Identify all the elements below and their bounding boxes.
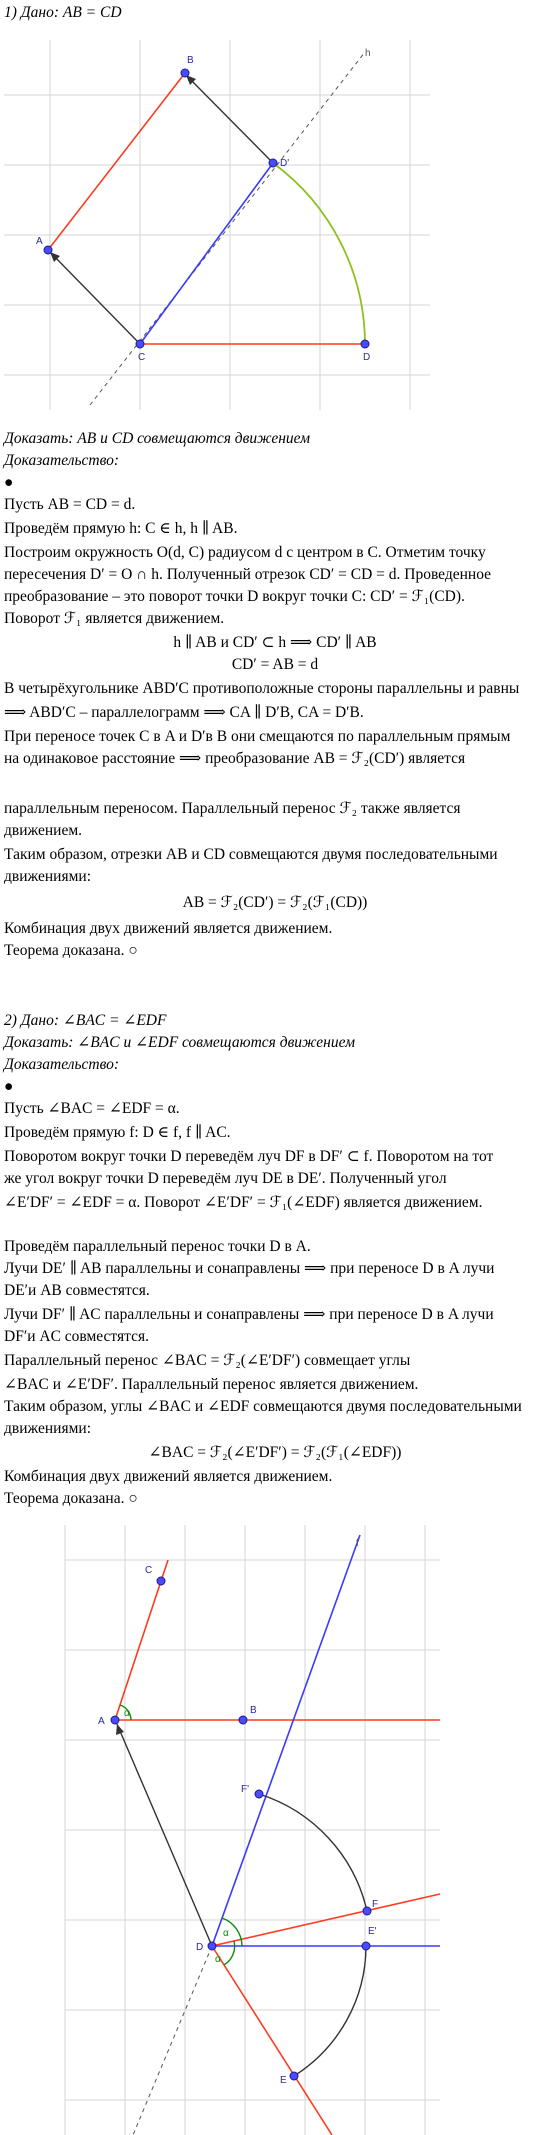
label-d-2: D	[196, 1942, 204, 1953]
p2-line-15: ∠BAC и ∠E′DF′. Параллельный перенос является движением.	[4, 1376, 419, 1393]
grid-2	[65, 1525, 440, 2135]
p1-line-12: ⟹ ABD′C – параллелограмм ⟹ CA ∥ D′B, CA = D′B.	[4, 704, 364, 721]
segment-cd-prime	[140, 163, 273, 344]
p2-line-16: Таким образом, углы ∠BAC и ∠EDF совмещаются двумя последовательными	[4, 1398, 522, 1415]
p2-line-7: же угол вокруг точки D переведём луч DE в DE′. Полученный угол	[4, 1170, 447, 1187]
point-a-2	[111, 1716, 119, 1724]
p2-line-8: ∠E′DF′ = ∠EDF = α. Поворот ∠E′DF′ = ℱ₁(∠EDF) является движением.	[4, 1194, 483, 1211]
label-f-line: f	[356, 1538, 359, 1549]
label-d-prime: D'	[280, 158, 290, 169]
p1-line-18: движениями:	[4, 868, 92, 885]
given-1: 1) Дано: AB = CD	[4, 4, 122, 21]
point-d	[361, 340, 369, 348]
point-d-prime	[269, 159, 277, 167]
point-c-2	[157, 1577, 165, 1585]
label-a: A	[36, 236, 43, 247]
p2-line-12: Лучи DF′ ∥ AC параллельны и сонаправлены ⟹ при переносе D в A лучи	[4, 1306, 494, 1323]
p2-line-4: Пусть ∠BAC = ∠EDF = α.	[4, 1100, 180, 1117]
p1-line-15: параллельным переносом. Параллельный перенос ℱ₂ также является	[4, 800, 461, 817]
p1-line-8: Поворот ℱ₁ является движением.	[4, 610, 225, 627]
p2-bullet: ●	[4, 1078, 14, 1095]
label-b: B	[187, 55, 194, 66]
p2-line-2: Доказательство:	[4, 1056, 120, 1073]
p1-line-4: Проведём прямую h: C ∈ h, h ∥ AB.	[4, 520, 238, 537]
point-b-2	[239, 1716, 247, 1724]
ray-de	[212, 1946, 332, 2135]
point-b	[181, 69, 189, 77]
p1-line-17: Таким образом, отрезки AB и CD совмещаются двумя последовательными	[4, 846, 498, 863]
p1-line-6: пересечения D′ = O ∩ h. Полученный отрезок CD′ = CD = d. Проведенное	[4, 566, 492, 583]
p2-line-10: Лучи DE′ ∥ AB параллельны и сонаправлены ⟹ при переносе D в A лучи	[4, 1260, 495, 1277]
p1-line-20: Комбинация двух движений является движением.	[4, 920, 333, 937]
vector-d-to-a	[117, 1724, 212, 1946]
given-2: 2) Дано: ∠BAC = ∠EDF	[4, 1012, 167, 1029]
p2-line-9: Проведём параллельный перенос точки D в A.	[4, 1238, 311, 1255]
p1-line-7: преобразование – это поворот точки D вокруг точки C: CD′ = ℱ₁(CD).	[4, 588, 465, 605]
rotation-arc-f	[259, 1794, 367, 1911]
p2-line-18: ∠BAC = ℱ₂(∠E′DF′) = ℱ₂(ℱ₁(∠EDF))	[148, 1444, 402, 1461]
label-a-2: A	[98, 1716, 105, 1727]
angle-arc-edf	[224, 1941, 235, 1965]
p2-line-17: движениями:	[4, 1420, 92, 1437]
p1-line-5: Построим окружность O(d, C) радиусом d с центром в C. Отметим точку	[4, 544, 486, 561]
point-e-prime	[362, 1942, 370, 1950]
p1-line-16: движением.	[4, 822, 83, 839]
line-f-dashed	[133, 1946, 212, 2135]
p1-line-13: При переносе точек C в A и D′в B они смещаются по параллельным прямым	[4, 728, 511, 745]
point-f-prime	[255, 1790, 263, 1798]
p2-line-14: Параллельный перенос ∠BAC = ℱ₂(∠E′DF′) совмещает углы	[4, 1352, 411, 1369]
label-c: C	[138, 352, 146, 363]
arrowhead-a-2	[116, 1724, 124, 1735]
p2-line-19: Комбинация двух движений является движением.	[4, 1468, 333, 1485]
label-alpha-e1df1: α	[223, 1928, 229, 1939]
p1-line-10: CD′ = AB = d	[231, 656, 319, 673]
p1-bullet: ●	[4, 474, 14, 491]
p1-line-3: Пусть AB = CD = d.	[4, 496, 136, 513]
vector-c-to-a	[50, 252, 140, 344]
p2-line-1: Доказать: ∠BAC и ∠EDF совмещаются движением	[4, 1034, 355, 1051]
p1-line-1: Доказательство:	[4, 452, 120, 469]
label-c-2: C	[145, 1565, 153, 1576]
p1-line-14: на одинаковое расстояние ⟹ преобразование AB = ℱ₂(CD′) является	[4, 750, 466, 767]
segment-ab	[48, 73, 185, 250]
point-a	[44, 246, 52, 254]
point-f	[363, 1907, 371, 1915]
rotation-arc	[273, 163, 365, 344]
label-e-prime: E'	[368, 1926, 377, 1937]
label-f-prime: F'	[241, 1784, 250, 1795]
p1-line-9: h ∥ AB и CD′ ⊂ h ⟹ CD′ ∥ AB	[173, 634, 377, 651]
p1-line-21: Теорема доказана. ○	[4, 942, 138, 959]
label-f: F	[372, 1899, 379, 1910]
p2-line-20: Теорема доказана. ○	[4, 1490, 138, 1507]
point-c	[136, 340, 144, 348]
label-e: E	[280, 2075, 287, 2086]
figure-2	[0, 1520, 550, 2135]
p1-line-11: В четырёхугольнике ABD′C противоположные стороны параллельны и равны	[4, 680, 520, 697]
line-h	[90, 52, 365, 405]
figure-1	[0, 30, 550, 450]
p2-line-11: DE′и AB совместятся.	[4, 1282, 150, 1299]
p1-line-0: Доказать: AB и CD совмещаются движением	[4, 430, 311, 447]
label-b-2: B	[250, 1705, 257, 1716]
label-d: D	[363, 352, 371, 363]
point-d-2	[208, 1942, 216, 1950]
p1-line-19: AB = ℱ₂(CD′) = ℱ₂(ℱ₁(CD))	[182, 894, 368, 911]
label-h: h	[365, 48, 371, 59]
p2-line-13: DF′и AC совместятся.	[4, 1328, 149, 1345]
p2-line-6: Поворотом вокруг точки D переведём луч DF в DF′ ⊂ f. Поворотом на тот	[4, 1148, 494, 1165]
label-alpha-bac: α	[124, 1708, 130, 1719]
point-e	[290, 2072, 298, 2080]
p2-line-5: Проведём прямую f: D ∈ f, f ∥ AC.	[4, 1124, 231, 1141]
label-alpha-edf: α	[215, 1954, 221, 1965]
